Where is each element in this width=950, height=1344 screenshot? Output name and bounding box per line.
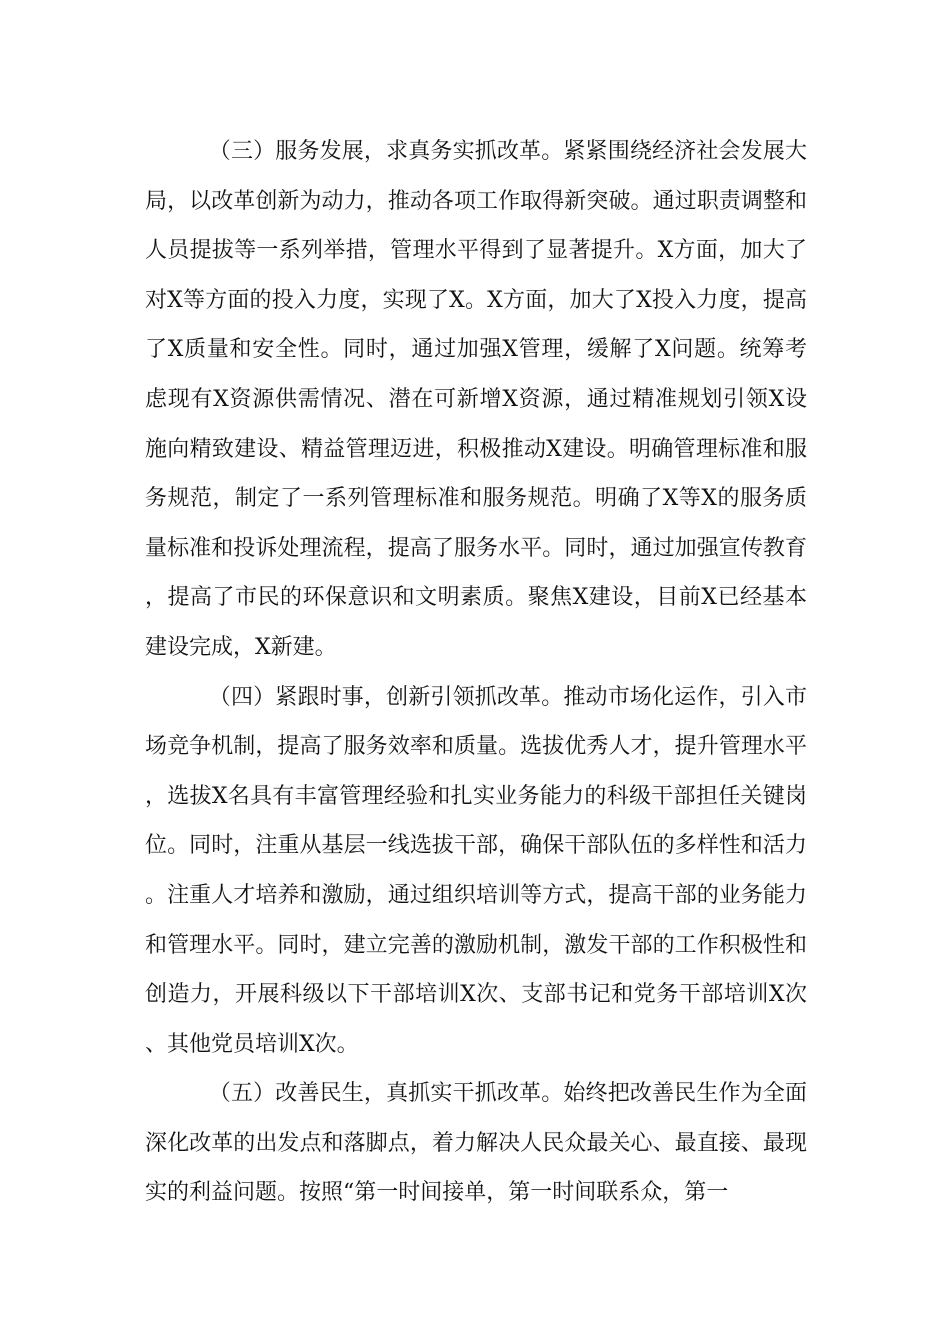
paragraph-section-four: （四）紧跟时事，创新引领抓改革。推动市场化运作，引入市场竞争机制，提高了服务效率和质量。选拔优秀人才，提升管理水平，选拔X名具有丰富管理经验和扎实业务能力的科级干部担任关键岗位。同时，注重从基层一线选拔干部，确保干部队伍的多样性和活力。注重人才培养和激励，通过组织培训等方式，提高干部的业务能力和管理水平。同时，建立完善的激励机制，激发干部的工作积极性和创造力，开展科级以下干部培训X次、支部书记和党务干部培训X次、其他党员培训X次。 bbox=[145, 684, 807, 1057]
paragraph-section-three: （三）服务发展，求真务实抓改革。紧紧围绕经济社会发展大局，以改革创新为动力，推动各项工作取得新突破。通过职责调整和人员提拔等一系列举措，管理水平得到了显著提升。X方面，加大了对X等方面的投入力度，实现了X。X方面，加大了X投入力度，提高了X质量和安全性。同时，通过加强X管理，缓解了X问题。统筹考虑现有X资源供需情况、潜在可新增X资源，通过精准规划引领X设施向精致建设、精益管理迈进，积极推动X建设。明确管理标准和服务规范，制定了一系列管理标准和服务规范。明确了X等X的服务质量标准和投诉处理流程，提高了服务水平。同时，通过加强宣传教育，提高了市民的环保意识和文明素质。聚焦X建设，目前X已经基本建设完成，X新建。 bbox=[145, 139, 807, 660]
paragraph-section-five: （五）改善民生，真抓实干抓改革。始终把改善民生作为全面深化改革的出发点和落脚点，着力解决人民众最关心、最直接、最现实的利益问题。按照“第一时间接单，第一时间联系众，第一 bbox=[145, 1081, 807, 1206]
document-body bbox=[145, 127, 807, 1218]
